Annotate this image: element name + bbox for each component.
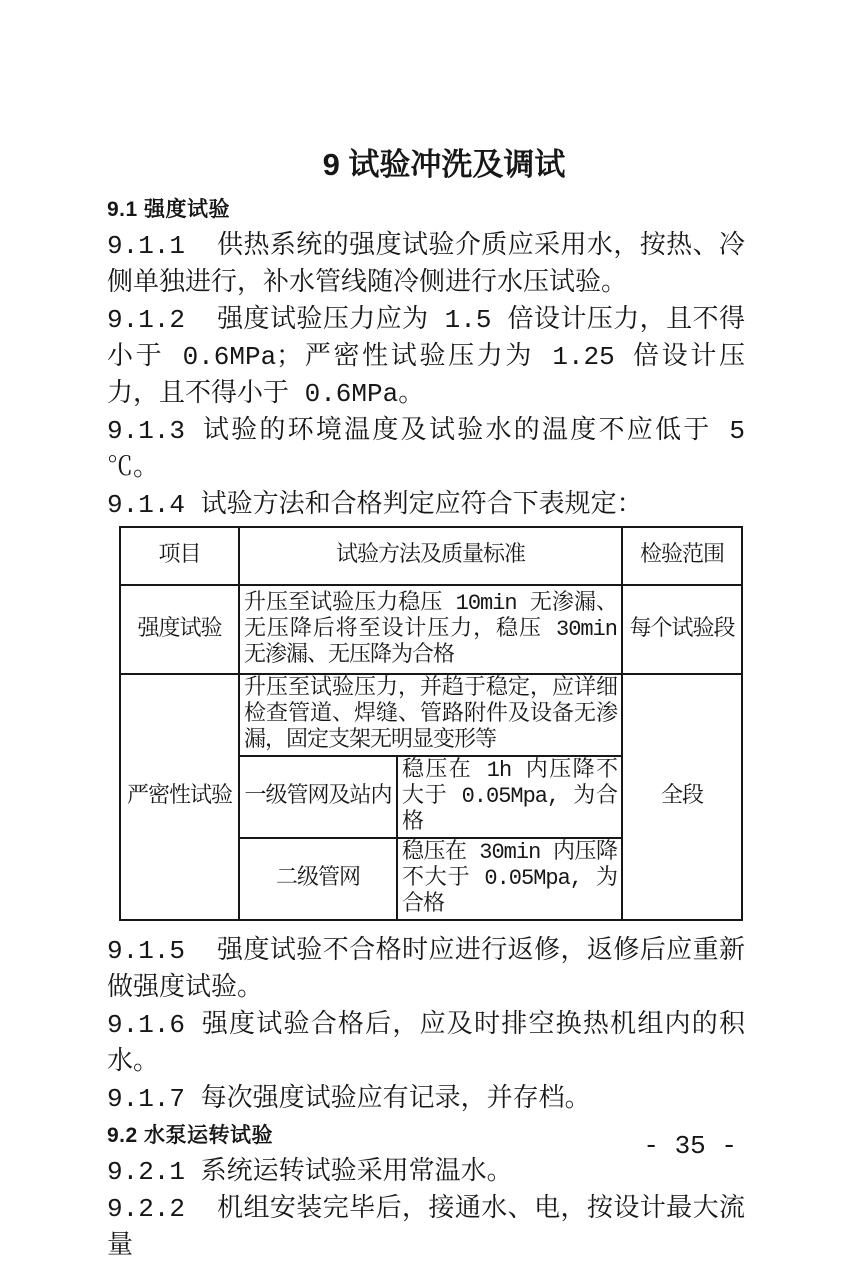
- cell-tightness-scope: 全段: [622, 674, 742, 920]
- section-9-2-heading: 9.2 水泵运转试验: [107, 1124, 274, 1147]
- cell-tightness-general-method: 升压至试验压力，并趋于稳定，应详细检查管道、焊缝、管路附件及设备无渗漏，固定支架无明显变形等: [239, 674, 622, 756]
- chapter-title: 9 试验冲洗及调试: [322, 147, 566, 182]
- clause-9-1-1: 9.1.1 供热系统的强度试验介质应采用水，按热、冷侧单独进行，补水管线随冷侧进行水压试验。: [107, 231, 745, 298]
- cell-secondary-network-name: 二级管网: [239, 838, 397, 920]
- cell-strength-method: 升压至试验压力稳压 10min 无渗漏、无压降后将至设计压力，稳压 30min 无渗漏、无压降为合格: [239, 585, 622, 674]
- document-page: [107, 146, 761, 1265]
- cell-strength-scope: 每个试验段: [622, 585, 742, 674]
- header-cell-scope: 检验范围: [622, 527, 742, 585]
- test-method-table: [119, 526, 743, 921]
- clause-9-1-5: 9.1.5 强度试验不合格时应进行返修，返修后应重新做强度试验。: [107, 936, 745, 1003]
- clause-9-1-2: 9.1.2 强度试验压力应为 1.5 倍设计压力，且不得小于 0.6MPa；严密性试验压力为 1.25 倍设计压力，且不得小于 0.6MPa。: [107, 305, 745, 409]
- clause-9-1-6: 9.1.6 强度试验合格后，应及时排空换热机组内的积水。: [107, 1010, 745, 1077]
- clause-9-1-7: 9.1.7 每次强度试验应有记录，并存档。: [107, 1084, 591, 1114]
- cell-secondary-network-criteria: 稳压在 30min 内压降不大于 0.05Mpa, 为合格: [397, 838, 622, 920]
- table-header-row: [120, 527, 742, 585]
- header-cell-method: 试验方法及质量标准: [239, 527, 622, 585]
- section-9-1-heading: 9.1 强度试验: [107, 198, 231, 221]
- clause-9-1-3: 9.1.3 试验的环境温度及试验水的温度不应低于 5 ℃。: [107, 416, 761, 483]
- clause-9-2-1: 9.2.1 系统运转试验采用常温水。: [107, 1157, 513, 1187]
- cell-tightness-item: 严密性试验: [120, 674, 239, 920]
- table-row-strength-test: [120, 585, 742, 674]
- header-cell-item: 项目: [120, 527, 239, 585]
- cell-primary-network-criteria: 稳压在 1h 内压降不大于 0.05Mpa, 为合格: [397, 756, 622, 838]
- cell-primary-network-name: 一级管网及站内: [239, 756, 397, 838]
- page-number: - 35 -: [643, 1131, 737, 1161]
- table-row-tightness-general: [120, 674, 742, 756]
- clause-9-2-2: 9.2.2 机组安装完毕后，接通水、电，按设计最大流量: [107, 1194, 745, 1261]
- cell-strength-item: 强度试验: [120, 585, 239, 674]
- clause-9-1-4: 9.1.4 试验方法和合格判定应符合下表规定：: [107, 490, 643, 520]
